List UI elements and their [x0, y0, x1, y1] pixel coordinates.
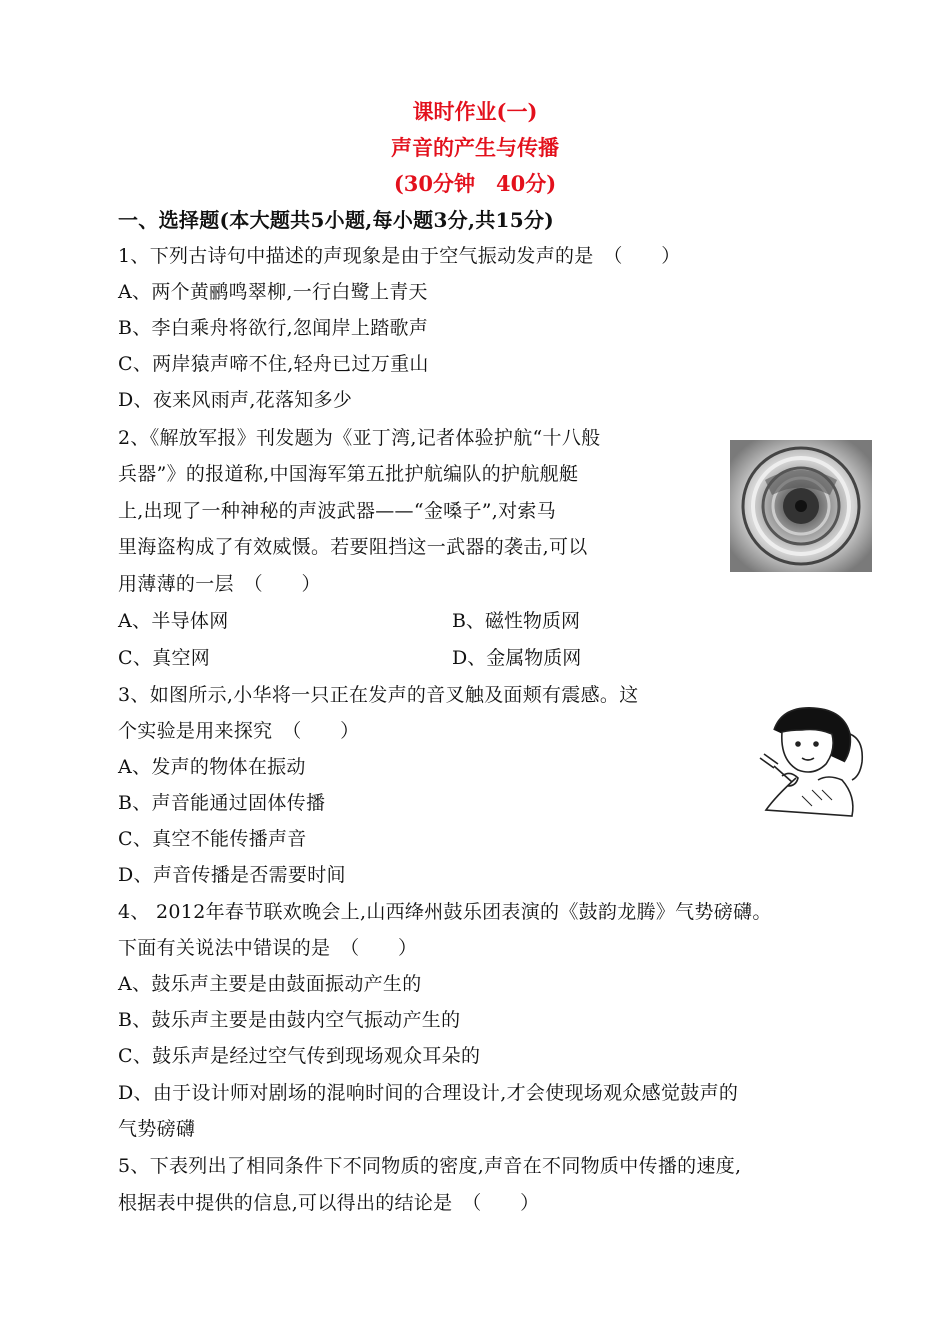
- question-5-stem-line: 5、下表列出了相同条件下不同物质的密度,声音在不同物质中传播的速度,: [118, 1155, 742, 1177]
- question-2-stem-line: 用薄薄的一层 （ ）: [118, 573, 321, 595]
- section-heading: 一、选择题(本大题共5小题,每小题3分,共15分): [118, 208, 555, 232]
- question-2-option-d: D、金属物质网: [452, 647, 582, 669]
- question-4-option-a: A、鼓乐声主要是由鼓面振动产生的: [118, 973, 422, 995]
- question-2-stem-line: 上,出现了一种神秘的声波武器——“金嗓子”,对索马: [118, 500, 557, 522]
- question-2-stem-line: 2、《解放军报》刊发题为《亚丁湾,记者体验护航“十八般: [118, 427, 601, 449]
- question-3-stem-line: 3、如图所示,小华将一只正在发声的音叉触及面颊有震感。这: [118, 684, 639, 706]
- question-1-stem: 1、下列古诗句中描述的声现象是由于空气振动发声的是 （ ）: [118, 245, 681, 267]
- girl-tuning-fork-illustration: [752, 700, 874, 818]
- question-2-option-b: B、磁性物质网: [452, 610, 580, 632]
- question-2-option-a: A、半导体网: [118, 610, 229, 632]
- question-4-option-d: D、由于设计师对剧场的混响时间的合理设计,才会使现场观众感觉鼓声的: [118, 1082, 739, 1104]
- question-3-stem-line: 个实验是用来探究 （ ）: [118, 720, 360, 742]
- question-2-stem-line: 兵器”》的报道称,中国海军第五批护航编队的护航舰艇: [118, 463, 579, 485]
- question-3-option-d: D、声音传播是否需要时间: [118, 864, 346, 886]
- question-1-option-d: D、夜来风雨声,花落知多少: [118, 389, 353, 411]
- question-1-option-a: A、两个黄鹂鸣翠柳,一行白鹭上青天: [118, 281, 428, 303]
- question-4-option-c: C、鼓乐声是经过空气传到现场观众耳朵的: [118, 1045, 481, 1067]
- question-4-stem-line: 4、 2012年春节联欢晚会上,山西绛州鼓乐团表演的《鼓韵龙腾》气势磅礴。: [118, 901, 772, 923]
- question-3-option-b: B、声音能通过固体传播: [118, 792, 326, 814]
- question-1-option-b: B、李白乘舟将欲行,忽闻岸上踏歌声: [118, 317, 429, 339]
- question-4-option-d-continued: 气势磅礴: [118, 1118, 196, 1140]
- question-3-option-c: C、真空不能传播声音: [118, 828, 307, 850]
- page-subtitle: 声音的产生与传播: [391, 135, 559, 160]
- page-title: 课时作业(一): [412, 99, 538, 124]
- question-2-stem-line: 里海盗构成了有效威慑。若要阻挡这一武器的袭击,可以: [118, 536, 588, 558]
- question-5-stem-line: 根据表中提供的信息,可以得出的结论是 （ ）: [118, 1192, 540, 1214]
- question-4-option-b: B、鼓乐声主要是由鼓内空气振动产生的: [118, 1009, 461, 1031]
- question-1-option-c: C、两岸猿声啼不住,轻舟已过万重山: [118, 353, 429, 375]
- question-3-option-a: A、发声的物体在振动: [118, 756, 306, 778]
- sonic-weapon-image: [730, 440, 872, 572]
- question-2-option-c: C、真空网: [118, 647, 211, 669]
- question-4-stem-line: 下面有关说法中错误的是 （ ）: [118, 937, 418, 959]
- time-score: (30分钟 40分): [393, 171, 557, 196]
